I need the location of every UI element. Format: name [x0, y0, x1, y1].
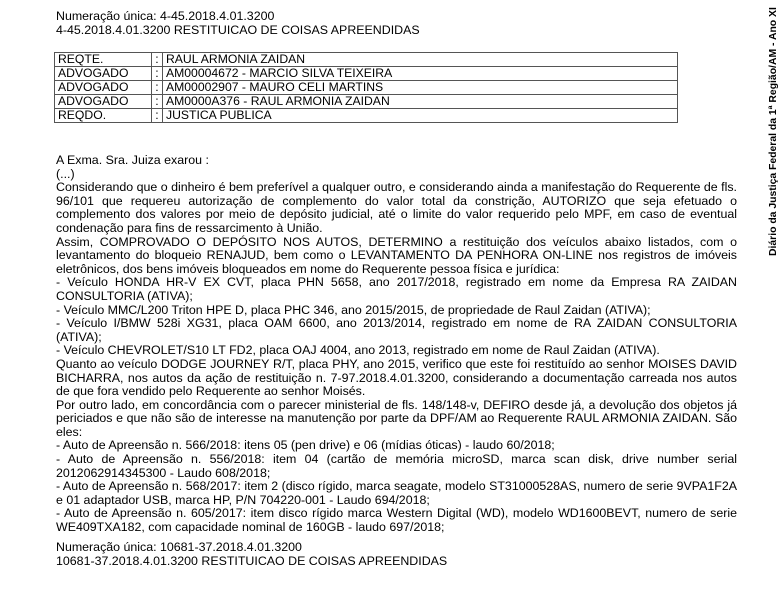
process-number: Numeração única: 10681-37.2018.4.01.3200	[56, 540, 302, 554]
next-process-header	[56, 541, 737, 568]
seizure-item: - Auto de Apreensão n. 568/2017: item 2 (disco rígido, marca seagate, modelo ST31000528AS, numero de serie 9VPA1F2A e 01 adaptador USB, marca HP, P/N 704220-001 - Laudo 694/2018;	[56, 479, 737, 507]
vehicle-item: - Veículo I/BMW 528i XG31, placa OAM 6600, ano 2013/2014, registrado em nome de RA ZAIDAN CONSULTORIA (ATIVA);	[56, 316, 737, 344]
party-name: JUSTICA PUBLICA	[163, 109, 678, 123]
party-name: RAUL ARMONIA ZAIDAN	[163, 53, 678, 67]
paragraph: Por outro lado, em concordância com o parecer ministerial de fls. 148/148-v, DEFIRO desde já, a devolução dos objetos já periciados e que não são de interesse na manutenção por parte da DPF/AM ao Requerente RAUL ARMONIA ZAIDAN. São eles:	[56, 397, 737, 439]
vehicle-item: - Veículo CHEVROLET/S10 LT FD2, placa OAJ 4004, ano 2013, registrado em nome de Raul Zaidan (ATIVA).	[56, 343, 660, 358]
process-title: 4-45.2018.4.01.3200 RESTITUICAO DE COISAS APREENDIDAS	[56, 22, 420, 37]
party-separator: :	[152, 53, 163, 67]
journal-side-label	[756, 6, 779, 256]
party-name: AM00004672 - MARCIO SILVA TEIXEIRA	[163, 67, 678, 81]
process-header	[56, 10, 737, 37]
seizure-item: - Auto de Apreensão n. 605/2017: item disco rígido marca Western Digital (WD), modelo WD1600BEVT, numero de serie WE409TXA182, com capacidade nominal de 160GB - laudo 697/2018;	[56, 506, 737, 535]
parties-table	[54, 52, 678, 123]
vehicle-item: - Veículo MMC/L200 Triton HPE D, placa PHC 346, ano 2015/2015, de propriedade de Raul Zaidan (ATIVA);	[56, 302, 651, 317]
seizure-item: - Auto de Apreensão n. 556/2018: item 04 (cartão de memória microSD, marca scan disk, drive number serial 2012062914345300 - Laudo 608/2018;	[56, 452, 737, 480]
party-separator: :	[152, 95, 163, 109]
decision-text	[56, 154, 737, 535]
party-row	[55, 67, 678, 81]
process-title: 10681-37.2018.4.01.3200 RESTITUICAO DE COISAS APREENDIDAS	[56, 553, 448, 568]
ellipsis-line: (...)	[56, 166, 75, 181]
party-separator: :	[152, 81, 163, 95]
intro-line: A Exma. Sra. Juiza exarou :	[56, 153, 209, 167]
vehicle-item: - Veículo HONDA HR-V EX CVT, placa PHN 5658, ano 2017/2018, registrado em nome da Empresa RA ZAIDAN CONSULTORIA (ATIVA);	[56, 275, 737, 303]
party-row	[55, 109, 678, 123]
party-name: AM00002907 - MAURO CELI MARTINS	[163, 81, 678, 95]
seizure-item: - Auto de Apreensão n. 566/2018: itens 05 (pen drive) e 06 (mídias óticas) - laudo 60/2018;	[56, 438, 555, 453]
party-separator: :	[152, 67, 163, 81]
party-role: ADVOGADO	[55, 81, 152, 95]
party-role: REQDO.	[55, 109, 152, 123]
paragraph: Considerando que o dinheiro é bem preferível a qualquer outro, e considerando ainda a manifestação do Requerente de fls. 96/101 que requereu autorização de complemento do valor total da constrição, AUTORIZO que seja efetuado o complemento dos valores por meio de depósito judicial, até o limite do valor requerido pelo MPF, em caso de eventual condenação para fins de ressarcimento à União.	[56, 180, 737, 235]
party-row	[55, 53, 678, 67]
party-role: ADVOGADO	[55, 95, 152, 109]
party-name: AM0000A376 - RAUL ARMONIA ZAIDAN	[163, 95, 678, 109]
paragraph: Assim, COMPROVADO O DEPÓSITO NOS AUTOS, DETERMINO a restituição dos veículos abaixo listados, com o levantamento do bloqueio RENAJUD, bem como o LEVANTAMENTO DA PENHORA ON-LINE nos registros de imóveis eletrônicos, dos bens imóveis bloqueados em nome do Requerente pessoa física e jurídica:	[56, 234, 737, 276]
process-number: Numeração única: 4-45.2018.4.01.3200	[56, 9, 275, 23]
party-role: ADVOGADO	[55, 67, 152, 81]
party-separator: :	[152, 109, 163, 123]
journal-name: Diário da Justiça Federal da 1ª Região/AM - Ano XI	[768, 7, 779, 256]
party-role: REQTE.	[55, 53, 152, 67]
paragraph: Quanto ao veículo DODGE JOURNEY R/T, placa PHY, ano 2015, verifico que este foi restituído ao senhor MOISES DAVID BICHARRA, nos autos da ação de restituição n. 7-97.2018.4.01.3200, considerando a documentação carreada nos autos de que fora vendido pelo Requerente ao senhor Moisés.	[56, 356, 737, 399]
party-row	[55, 81, 678, 95]
party-row	[55, 95, 678, 109]
